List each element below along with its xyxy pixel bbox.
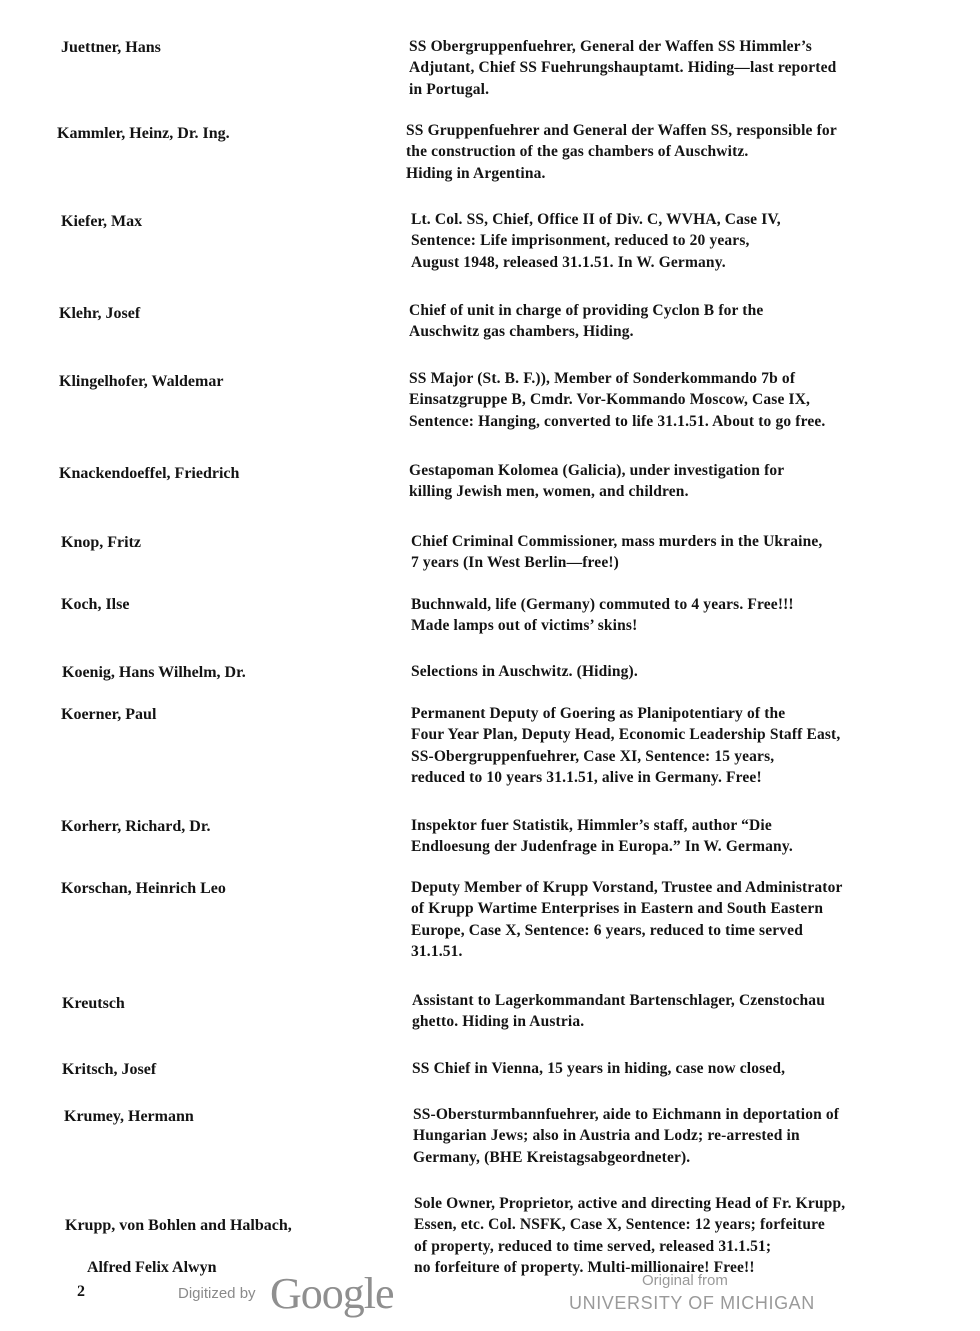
person-name: Korherr, Richard, Dr. (61, 818, 211, 835)
name-line: Krupp, von Bohlen and Halbach, (65, 1217, 292, 1234)
description-line: Four Year Plan, Deputy Head, Economic Leadership Staff East, (411, 726, 841, 744)
person-description (412, 1058, 952, 1079)
person-name: Juettner, Hans (61, 39, 161, 56)
description-line: Endloesung der Judenfrage in Europa.” In W. Germany. (411, 838, 793, 856)
person-description (411, 661, 951, 682)
person-name: Klehr, Josef (59, 305, 141, 322)
description-line: Einsatzgruppe B, Cmdr. Vor-Kommando Moscow, Case IX, (409, 391, 811, 409)
person-description (413, 1104, 953, 1168)
description-line: in Portugal. (409, 80, 490, 98)
person-name: Koenig, Hans Wilhelm, Dr. (62, 664, 246, 681)
person-name: Knop, Fritz (61, 534, 141, 551)
description-line: Essen, etc. Col. NSFK, Case X, Sentence: 12 years; forfeiture (414, 1216, 825, 1234)
description-line: of property, reduced to time served, released 31.1.51; (414, 1237, 772, 1255)
person-description (411, 531, 951, 574)
description-line: SS-Obersturmbannfuehrer, aide to Eichmann in deportation of (413, 1106, 840, 1123)
person-name: Koch, Ilse (61, 596, 130, 613)
page-number: 2 (77, 1283, 85, 1300)
person-description (409, 460, 949, 503)
description-line: Deputy Member of Krupp Vorstand, Trustee and Administrator (411, 879, 843, 896)
description-line: Auschwitz gas chambers, Hiding. (409, 323, 634, 341)
description-line: Selections in Auschwitz. (Hiding). (411, 663, 638, 680)
description-line: 7 years (In West Berlin—free!) (411, 554, 619, 572)
original-from-label: Original from (642, 1272, 728, 1289)
person-description (411, 703, 951, 788)
description-line: Sentence: Hanging, converted to life 31.1.51. About to go free. (409, 412, 826, 430)
description-line: 31.1.51. (411, 942, 463, 960)
person-name: Kritsch, Josef (62, 1061, 157, 1078)
person-description (409, 300, 949, 343)
name-line: Alfred Felix Alwyn (87, 1259, 217, 1276)
description-line: Sentence: Life imprisonment, reduced to 20 years, (411, 232, 750, 250)
description-line: killing Jewish men, women, and children. (409, 483, 689, 501)
description-line: the construction of the gas chambers of Auschwitz. (406, 143, 749, 161)
person-name: Kiefer, Max (61, 213, 143, 230)
page-footer (0, 1260, 980, 1331)
person-name: Kammler, Heinz, Dr. Ing. (57, 125, 230, 142)
description-line: SS Chief in Vienna, 15 years in hiding, case now closed, (412, 1060, 786, 1077)
description-line: SS Major (St. B. F.)), Member of Sonderkommando 7b of (409, 370, 796, 387)
digitized-by-label: Digitized by (178, 1285, 256, 1302)
description-line: Made lamps out of victims’ skins! (411, 617, 638, 635)
description-line: Buchnwald, life (Germany) commuted to 4 years. Free!!! (411, 596, 794, 613)
description-line: ghetto. Hiding in Austria. (412, 1013, 585, 1031)
person-description (411, 877, 951, 962)
person-description (411, 594, 951, 637)
description-line: Germany, (BHE Kreistagsabgeordneter). (413, 1148, 691, 1166)
description-line: Chief Criminal Commissioner, mass murders in the Ukraine, (411, 533, 823, 550)
person-name: Korschan, Heinrich Leo (61, 880, 226, 897)
person-name: Knackendoeffel, Friedrich (59, 465, 240, 482)
description-line: Assistant to Lagerkommandant Bartenschlager, Czenstochau (412, 992, 825, 1009)
person-description (409, 368, 949, 432)
description-line: Lt. Col. SS, Chief, Office II of Div. C, WVHA, Case IV, (411, 211, 781, 228)
description-line: SS Gruppenfuehrer and General der Waffen SS, responsible for (406, 122, 837, 139)
description-line: reduced to 10 years 31.1.51, alive in Germany. Free! (411, 768, 762, 786)
description-line: Chief of unit in charge of providing Cyclon B for the (409, 302, 764, 319)
google-logo: Google (270, 1269, 394, 1318)
description-line: Hungarian Jews; also in Austria and Lodz; re-arrested in (413, 1127, 800, 1145)
description-line: Hiding in Argentina. (406, 164, 546, 182)
person-name: Klingelhofer, Waldemar (59, 373, 224, 390)
person-description (409, 36, 949, 100)
university-label: UNIVERSITY OF MICHIGAN (569, 1293, 815, 1313)
person-description (412, 990, 952, 1033)
description-line: SS-Obergruppenfuehrer, Case XI, Sentence: 15 years, (411, 747, 775, 765)
description-line: Sole Owner, Proprietor, active and directing Head of Fr. Krupp, (414, 1195, 846, 1212)
description-line: Adjutant, Chief SS Fuehrungshauptamt. Hiding—last reported (409, 59, 837, 77)
description-line: Europe, Case X, Sentence: 6 years, reduced to time served (411, 921, 803, 939)
person-description (406, 120, 946, 184)
description-line: Gestapoman Kolomea (Galicia), under investigation for (409, 462, 785, 479)
person-name: Krumey, Hermann (64, 1108, 194, 1125)
description-line: August 1948, released 31.1.51. In W. Germany. (411, 253, 726, 271)
description-line: Permanent Deputy of Goering as Planipotentiary of the (411, 705, 786, 722)
description-line: Inspektor fuer Statistik, Himmler’s staff, author “Die (411, 817, 772, 834)
description-line: of Krupp Wartime Enterprises in Eastern and South Eastern (411, 900, 824, 918)
person-description (411, 815, 951, 858)
person-description (411, 209, 951, 273)
description-line: SS Obergruppenfuehrer, General der Waffen SS Himmler’s (409, 38, 812, 55)
person-name: Kreutsch (62, 995, 125, 1012)
person-name: Koerner, Paul (61, 706, 157, 723)
description-line: no forfeiture of property. Multi-millionaire! Free!! (414, 1258, 755, 1276)
